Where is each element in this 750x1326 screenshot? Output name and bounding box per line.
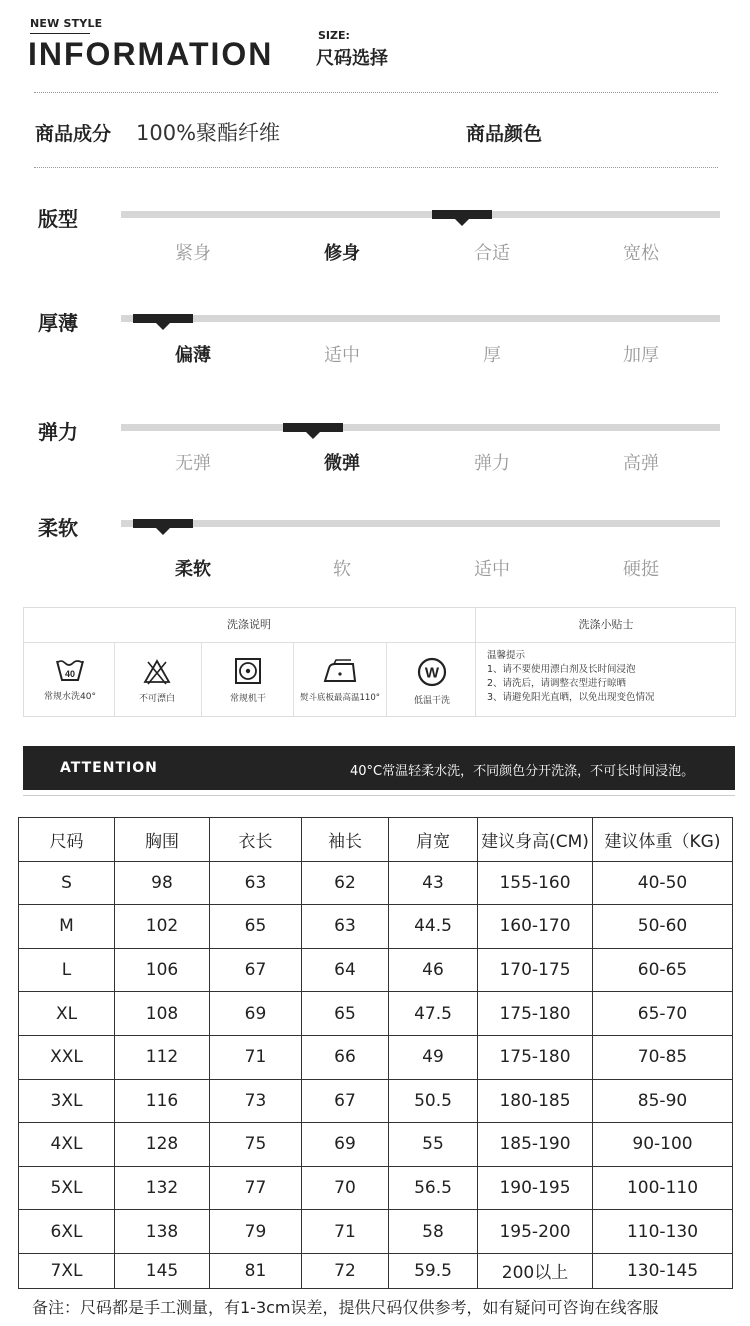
- table-cell: 110-130: [593, 1210, 733, 1254]
- table-cell: 5XL: [19, 1166, 115, 1210]
- table-row: [19, 1123, 733, 1167]
- table-cell: 190-195: [478, 1166, 593, 1210]
- attribute-label: 厚薄: [38, 311, 78, 335]
- table-cell: 90-100: [593, 1123, 733, 1167]
- attribute-option: 硬挺: [623, 559, 659, 580]
- attribute-track: [121, 424, 720, 431]
- table-cell: 46: [389, 948, 478, 992]
- attribute-option: 合适: [474, 243, 510, 264]
- table-cell: 132: [115, 1166, 210, 1210]
- table-header-cell: 建议身高(CM): [478, 818, 593, 862]
- new-style-tag: NEW STYLE: [30, 17, 103, 30]
- divider: [34, 92, 718, 93]
- table-cell: 98: [115, 861, 210, 905]
- attribute-option: 软: [333, 559, 351, 580]
- attribute-label: 弹力: [38, 420, 78, 444]
- table-cell: 69: [302, 1123, 389, 1167]
- table-cell: 116: [115, 1079, 210, 1123]
- table-cell: 195-200: [478, 1210, 593, 1254]
- table-cell: 59.5: [389, 1253, 478, 1288]
- iron-label: 熨斗底板最高温110°: [300, 693, 380, 703]
- tips-heading: 温馨提示: [487, 650, 526, 661]
- table-cell: 49: [389, 1035, 478, 1079]
- table-cell: 40-50: [593, 861, 733, 905]
- table-cell: 66: [302, 1035, 389, 1079]
- wash-divider: [293, 643, 294, 716]
- divider: [34, 167, 718, 168]
- attribute-track: [121, 520, 720, 527]
- size-label-cn: 尺码选择: [316, 48, 388, 69]
- new-style-underline: [30, 33, 90, 34]
- table-row: [19, 992, 733, 1036]
- table-cell: 138: [115, 1210, 210, 1254]
- no-bleach-label: 不可漂白: [138, 694, 175, 704]
- tumble-dry-label: 常规机干: [229, 694, 266, 704]
- attribute-label: 柔软: [38, 516, 78, 540]
- table-row: [19, 948, 733, 992]
- table-cell: 65: [302, 992, 389, 1036]
- table-cell: 180-185: [478, 1079, 593, 1123]
- table-row: [19, 1166, 733, 1210]
- table-cell: 85-90: [593, 1079, 733, 1123]
- table-row: [19, 1035, 733, 1079]
- tumble-dry-icon: [203, 657, 293, 704]
- table-row: [19, 1253, 733, 1288]
- table-cell: 4XL: [19, 1123, 115, 1167]
- table-cell: 112: [115, 1035, 210, 1079]
- table-cell: 44.5: [389, 905, 478, 949]
- table-cell: M: [19, 905, 115, 949]
- table-cell: L: [19, 948, 115, 992]
- table-cell: 106: [115, 948, 210, 992]
- attribute-option: 修身: [324, 243, 360, 264]
- attribute-track: [121, 211, 720, 218]
- attribute-option: 弹力: [474, 453, 510, 474]
- table-cell: 75: [210, 1123, 302, 1167]
- attention-title: ATTENTION: [60, 760, 158, 776]
- table-header-cell: 建议体重（KG): [593, 818, 733, 862]
- table-cell: 145: [115, 1253, 210, 1288]
- attribute-option: 适中: [324, 345, 360, 366]
- table-cell: 50-60: [593, 905, 733, 949]
- tip-item: 2、请洗后，请调整衣型进行晾晒: [487, 678, 627, 689]
- table-cell: 6XL: [19, 1210, 115, 1254]
- attribute-option: 加厚: [623, 345, 659, 366]
- color-label: 商品颜色: [466, 123, 543, 145]
- table-cell: 102: [115, 905, 210, 949]
- table-cell: 47.5: [389, 992, 478, 1036]
- attention-text: 40°C常温轻柔水洗，不同颜色分开洗涤，不可长时间浸泡。: [350, 764, 695, 779]
- table-cell: S: [19, 861, 115, 905]
- table-cell: 63: [302, 905, 389, 949]
- attribute-option: 高弹: [623, 453, 659, 474]
- table-cell: 64: [302, 948, 389, 992]
- wash-divider: [23, 642, 736, 643]
- attribute-option: 柔软: [175, 559, 211, 580]
- table-cell: 3XL: [19, 1079, 115, 1123]
- table-cell: 175-180: [478, 992, 593, 1036]
- attribute-option: 宽松: [623, 243, 659, 264]
- wet-clean-label: 低温干洗: [413, 696, 450, 706]
- table-row: [19, 1210, 733, 1254]
- attribute-option: 无弹: [175, 453, 211, 474]
- table-header-cell: 衣长: [210, 818, 302, 862]
- table-cell: 155-160: [478, 861, 593, 905]
- attribute-option: 适中: [474, 559, 510, 580]
- table-cell: 63: [210, 861, 302, 905]
- table-header-cell: 胸围: [115, 818, 210, 862]
- composition-value: 100%聚酯纤维: [136, 121, 281, 145]
- table-cell: 60-65: [593, 948, 733, 992]
- tip-item: 1、请不要使用漂白剂及长时间浸泡: [487, 664, 636, 675]
- table-cell: 128: [115, 1123, 210, 1167]
- table-cell: 200以上: [478, 1253, 593, 1288]
- table-cell: 175-180: [478, 1035, 593, 1079]
- table-cell: 160-170: [478, 905, 593, 949]
- wash-instructions-title: 洗涤说明: [227, 618, 271, 631]
- table-header-row: [19, 818, 733, 862]
- attribute-label: 版型: [38, 207, 78, 231]
- table-cell: 108: [115, 992, 210, 1036]
- table-cell: 67: [210, 948, 302, 992]
- iron-icon: [295, 659, 385, 703]
- table-cell: 70: [302, 1166, 389, 1210]
- table-cell: 73: [210, 1079, 302, 1123]
- attribute-marker: [133, 519, 193, 528]
- table-cell: 79: [210, 1210, 302, 1254]
- attribute-option: 偏薄: [175, 345, 211, 366]
- attribute-option: 微弹: [324, 453, 360, 474]
- table-cell: 185-190: [478, 1123, 593, 1167]
- table-header-cell: 肩宽: [389, 818, 478, 862]
- table-cell: 62: [302, 861, 389, 905]
- table-cell: 43: [389, 861, 478, 905]
- table-header-cell: 尺码: [19, 818, 115, 862]
- size-table: [18, 817, 733, 1289]
- wash-tips: [487, 649, 655, 705]
- attribute-marker: [283, 423, 343, 432]
- table-row: [19, 861, 733, 905]
- table-header-cell: 袖长: [302, 818, 389, 862]
- table-cell: XL: [19, 992, 115, 1036]
- information-title: INFORMATION: [28, 36, 274, 72]
- attribute-track: [121, 315, 720, 322]
- table-cell: 65-70: [593, 992, 733, 1036]
- table-cell: 7XL: [19, 1253, 115, 1288]
- size-note: 备注：尺码都是手工测量，有1-3cm误差，提供尺码仅供参考，如有疑问可咨询在线客服: [32, 1298, 659, 1317]
- table-cell: 81: [210, 1253, 302, 1288]
- attribute-marker: [432, 210, 492, 219]
- size-label-en: SIZE:: [318, 29, 350, 42]
- table-cell: 71: [302, 1210, 389, 1254]
- table-cell: 65: [210, 905, 302, 949]
- table-cell: 69: [210, 992, 302, 1036]
- table-cell: 56.5: [389, 1166, 478, 1210]
- table-cell: 58: [389, 1210, 478, 1254]
- table-cell: 77: [210, 1166, 302, 1210]
- table-cell: 130-145: [593, 1253, 733, 1288]
- table-cell: 50.5: [389, 1079, 478, 1123]
- wash-40-label: 常规水洗40°: [44, 692, 96, 702]
- table-cell: 170-175: [478, 948, 593, 992]
- no-bleach-icon: [112, 659, 202, 704]
- wash-temp-text: 40: [64, 669, 76, 679]
- table-cell: XXL: [19, 1035, 115, 1079]
- table-cell: 71: [210, 1035, 302, 1079]
- attribute-option: 紧身: [175, 243, 211, 264]
- table-row: [19, 905, 733, 949]
- composition-label: 商品成分: [35, 123, 112, 145]
- wash-tips-title: 洗涤小贴士: [578, 618, 634, 631]
- table-cell: 55: [389, 1123, 478, 1167]
- table-cell: 100-110: [593, 1166, 733, 1210]
- table-cell: 70-85: [593, 1035, 733, 1079]
- attention-underline: [23, 795, 735, 796]
- wet-clean-icon: [387, 657, 477, 706]
- tip-item: 3、请避免阳光直晒，以免出现变色情况: [487, 692, 655, 703]
- wet-clean-letter: W: [424, 664, 440, 682]
- attribute-marker: [133, 314, 193, 323]
- table-cell: 72: [302, 1253, 389, 1288]
- table-cell: 67: [302, 1079, 389, 1123]
- wash-40-icon: [25, 657, 115, 702]
- attribute-option: 厚: [483, 345, 501, 366]
- table-row: [19, 1079, 733, 1123]
